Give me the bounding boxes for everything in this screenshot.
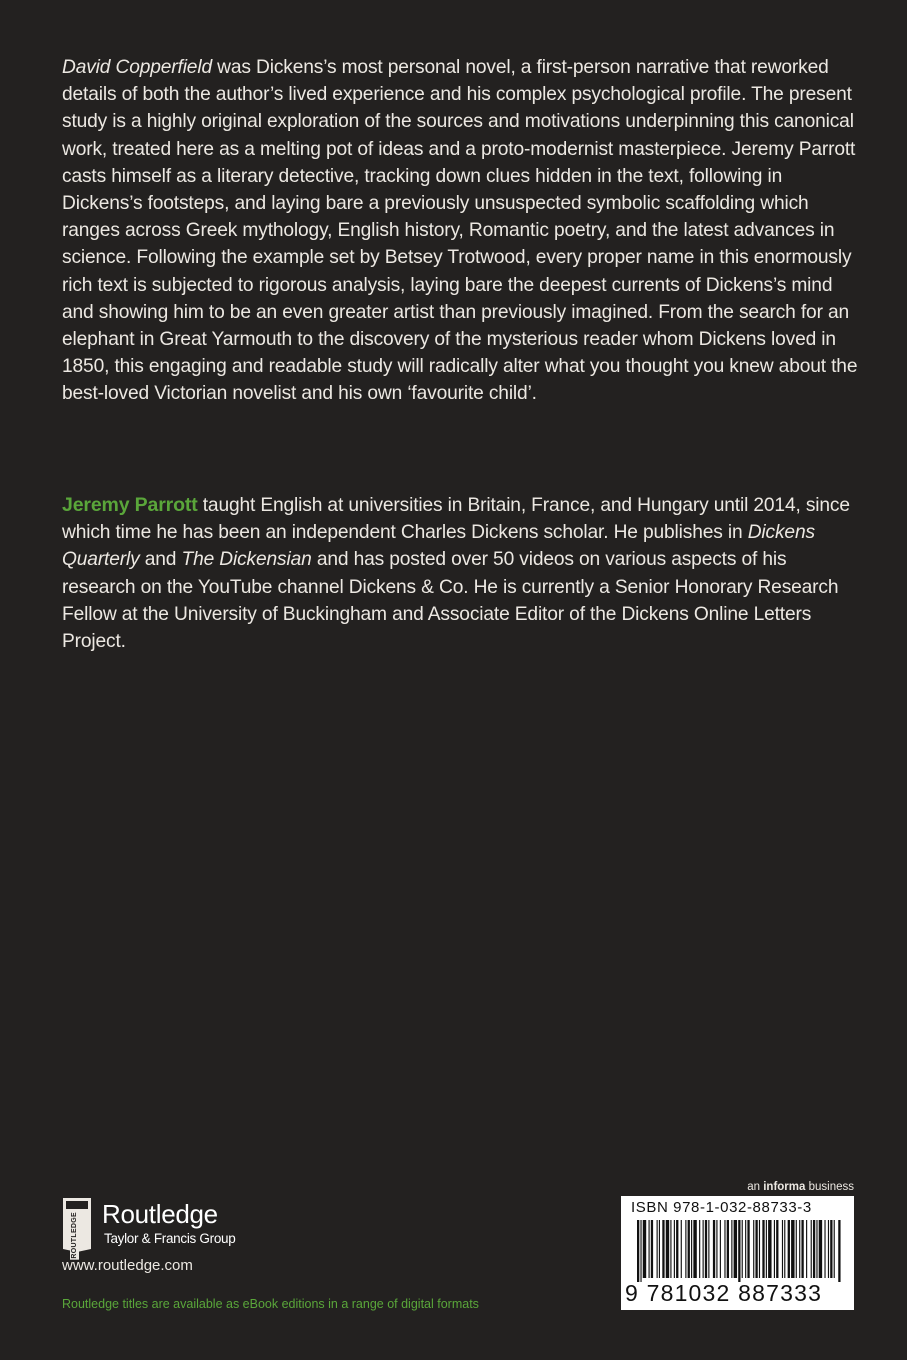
bio-text-3: and has posted over 50 videos on various aspects of his research on the YouTube channel Dickens & Co. He is currently a Senior Honorary Research Fellow at the University of Buckingham and Associate Editor of the Dickens Online Letters Project. (62, 549, 839, 653)
barcode-bar (799, 1220, 800, 1278)
barcode-bar (734, 1220, 737, 1278)
barcode-bar (666, 1220, 669, 1278)
barcode-bar (685, 1220, 686, 1278)
barcode-bar (830, 1220, 832, 1278)
logo-mark-text: ROUTLEDGE (71, 1212, 78, 1259)
barcode-bar (791, 1220, 794, 1278)
barcode-bars (637, 1220, 841, 1282)
informa-prefix: an (747, 1181, 764, 1193)
routledge-logo-mark (62, 1197, 92, 1259)
barcode-bar (747, 1220, 749, 1278)
barcode-bar (782, 1220, 783, 1278)
barcode-bar (659, 1220, 660, 1278)
barcode-bar (699, 1220, 700, 1278)
barcode-bar (742, 1220, 743, 1278)
barcode-bar (651, 1220, 653, 1278)
routledge-logo (62, 1197, 322, 1259)
barcode-bar (753, 1220, 754, 1278)
publisher-website: www.routledge.com (62, 1257, 193, 1274)
barcode-bar (824, 1220, 825, 1278)
isbn-barcode (621, 1196, 854, 1310)
barcode-bar (762, 1220, 764, 1278)
barcode-bar (649, 1220, 650, 1278)
journal-dickens-quarterly: Dickens Quarterly (62, 522, 815, 571)
barcode-bar (693, 1220, 696, 1278)
journal-the-dickensian: The Dickensian (181, 549, 312, 571)
author-bio (62, 492, 862, 655)
barcode-digits: 9 781032 887333 (625, 1280, 823, 1306)
barcode-bar (691, 1220, 692, 1278)
book-title: David Copperfield (62, 57, 212, 78)
barcode-bar (806, 1220, 807, 1278)
barcode-bar (813, 1220, 815, 1278)
barcode-bar (816, 1220, 817, 1278)
barcode-bar (703, 1220, 704, 1278)
barcode-bar (674, 1220, 675, 1278)
barcode-bar (738, 1220, 740, 1282)
barcode-bar (838, 1220, 840, 1282)
barcode-bar (828, 1220, 829, 1278)
barcode-bar (759, 1220, 760, 1278)
author-name: Jeremy Parrott (62, 494, 198, 516)
barcode-bar (720, 1220, 721, 1278)
barcode-bar (705, 1220, 707, 1278)
barcode-bar (662, 1220, 664, 1278)
barcode-bar (788, 1220, 790, 1278)
informa-suffix: business (805, 1181, 854, 1193)
barcode-bar (676, 1220, 678, 1278)
barcode-bar (774, 1220, 775, 1278)
barcode-bar (784, 1220, 785, 1278)
informa-brand: informa (763, 1181, 806, 1193)
barcode-bar (745, 1220, 746, 1278)
barcode-bar (766, 1220, 767, 1278)
barcode-bar (688, 1220, 690, 1278)
barcode-bar (640, 1220, 641, 1282)
barcode-bar (727, 1220, 729, 1278)
barcode-bar (731, 1220, 732, 1278)
barcode-bar (713, 1220, 715, 1278)
barcode-bar (637, 1220, 639, 1282)
barcode-bar (796, 1220, 797, 1278)
informa-business-note (747, 1180, 854, 1194)
publisher-group: Taylor & Francis Group (104, 1231, 236, 1246)
bio-text-1: taught English at universities in Britain, France, and Hungary until 2014, since which time he has been an independent Charles Dickens scholar. He publishes in (62, 495, 850, 544)
barcode-bar (643, 1220, 646, 1278)
barcode-bar (708, 1220, 709, 1278)
barcode-bar (670, 1220, 671, 1278)
barcode-bar (724, 1220, 725, 1278)
barcode-bar (834, 1220, 835, 1278)
isbn-label: ISBN 978-1-032-88733-3 (631, 1199, 812, 1216)
blurb-text: was Dickens’s most personal novel, a first-person narrative that reworked details of both the author’s lived experience and his complex psychological profile. The present study is a highly original exploration of the sources and motivations underpinning this canonical work, treated here as a melting pot of ideas and a proto-modernist masterpiece. Jeremy Parrott casts himself as a literary detective, tracking down clues hidden in the text, following in Dickens’s footsteps, and laying bare a previously unsuspected symbolic scaffolding which ranges across Greek mythology, English history, Romantic poetry, and the latest advances in science. Following the example set by Betsey Trotwood, every proper name in this enormously rich text is subjected to rigorous analysis, laying bare the deepest currents of Dickens’s mind and showing him to be an even greater artist than previously imagined. From the search for an elephant in Great Yarmouth to the discovery of the mysterious reader whom Dickens loved in 1850, this engaging and readable study will radically alter what you thought you knew about the best-loved Victorian novelist and his own ‘favourite child’. (62, 57, 858, 405)
barcode-bar (768, 1220, 771, 1278)
barcode-bar (811, 1220, 812, 1278)
barcode-bar (801, 1220, 803, 1278)
barcode-bar (819, 1220, 822, 1278)
barcode-bar (776, 1220, 778, 1278)
barcode-bar (657, 1220, 658, 1278)
bio-text-2: and (139, 549, 182, 571)
barcode-bar (716, 1220, 717, 1278)
barcode-bar (755, 1220, 757, 1278)
publisher-name: Routledge (102, 1199, 218, 1229)
ebook-note: Routledge titles are available as eBook editions in a range of digital formats (62, 1297, 479, 1311)
back-cover-blurb (62, 54, 862, 408)
barcode-bar (681, 1220, 682, 1278)
